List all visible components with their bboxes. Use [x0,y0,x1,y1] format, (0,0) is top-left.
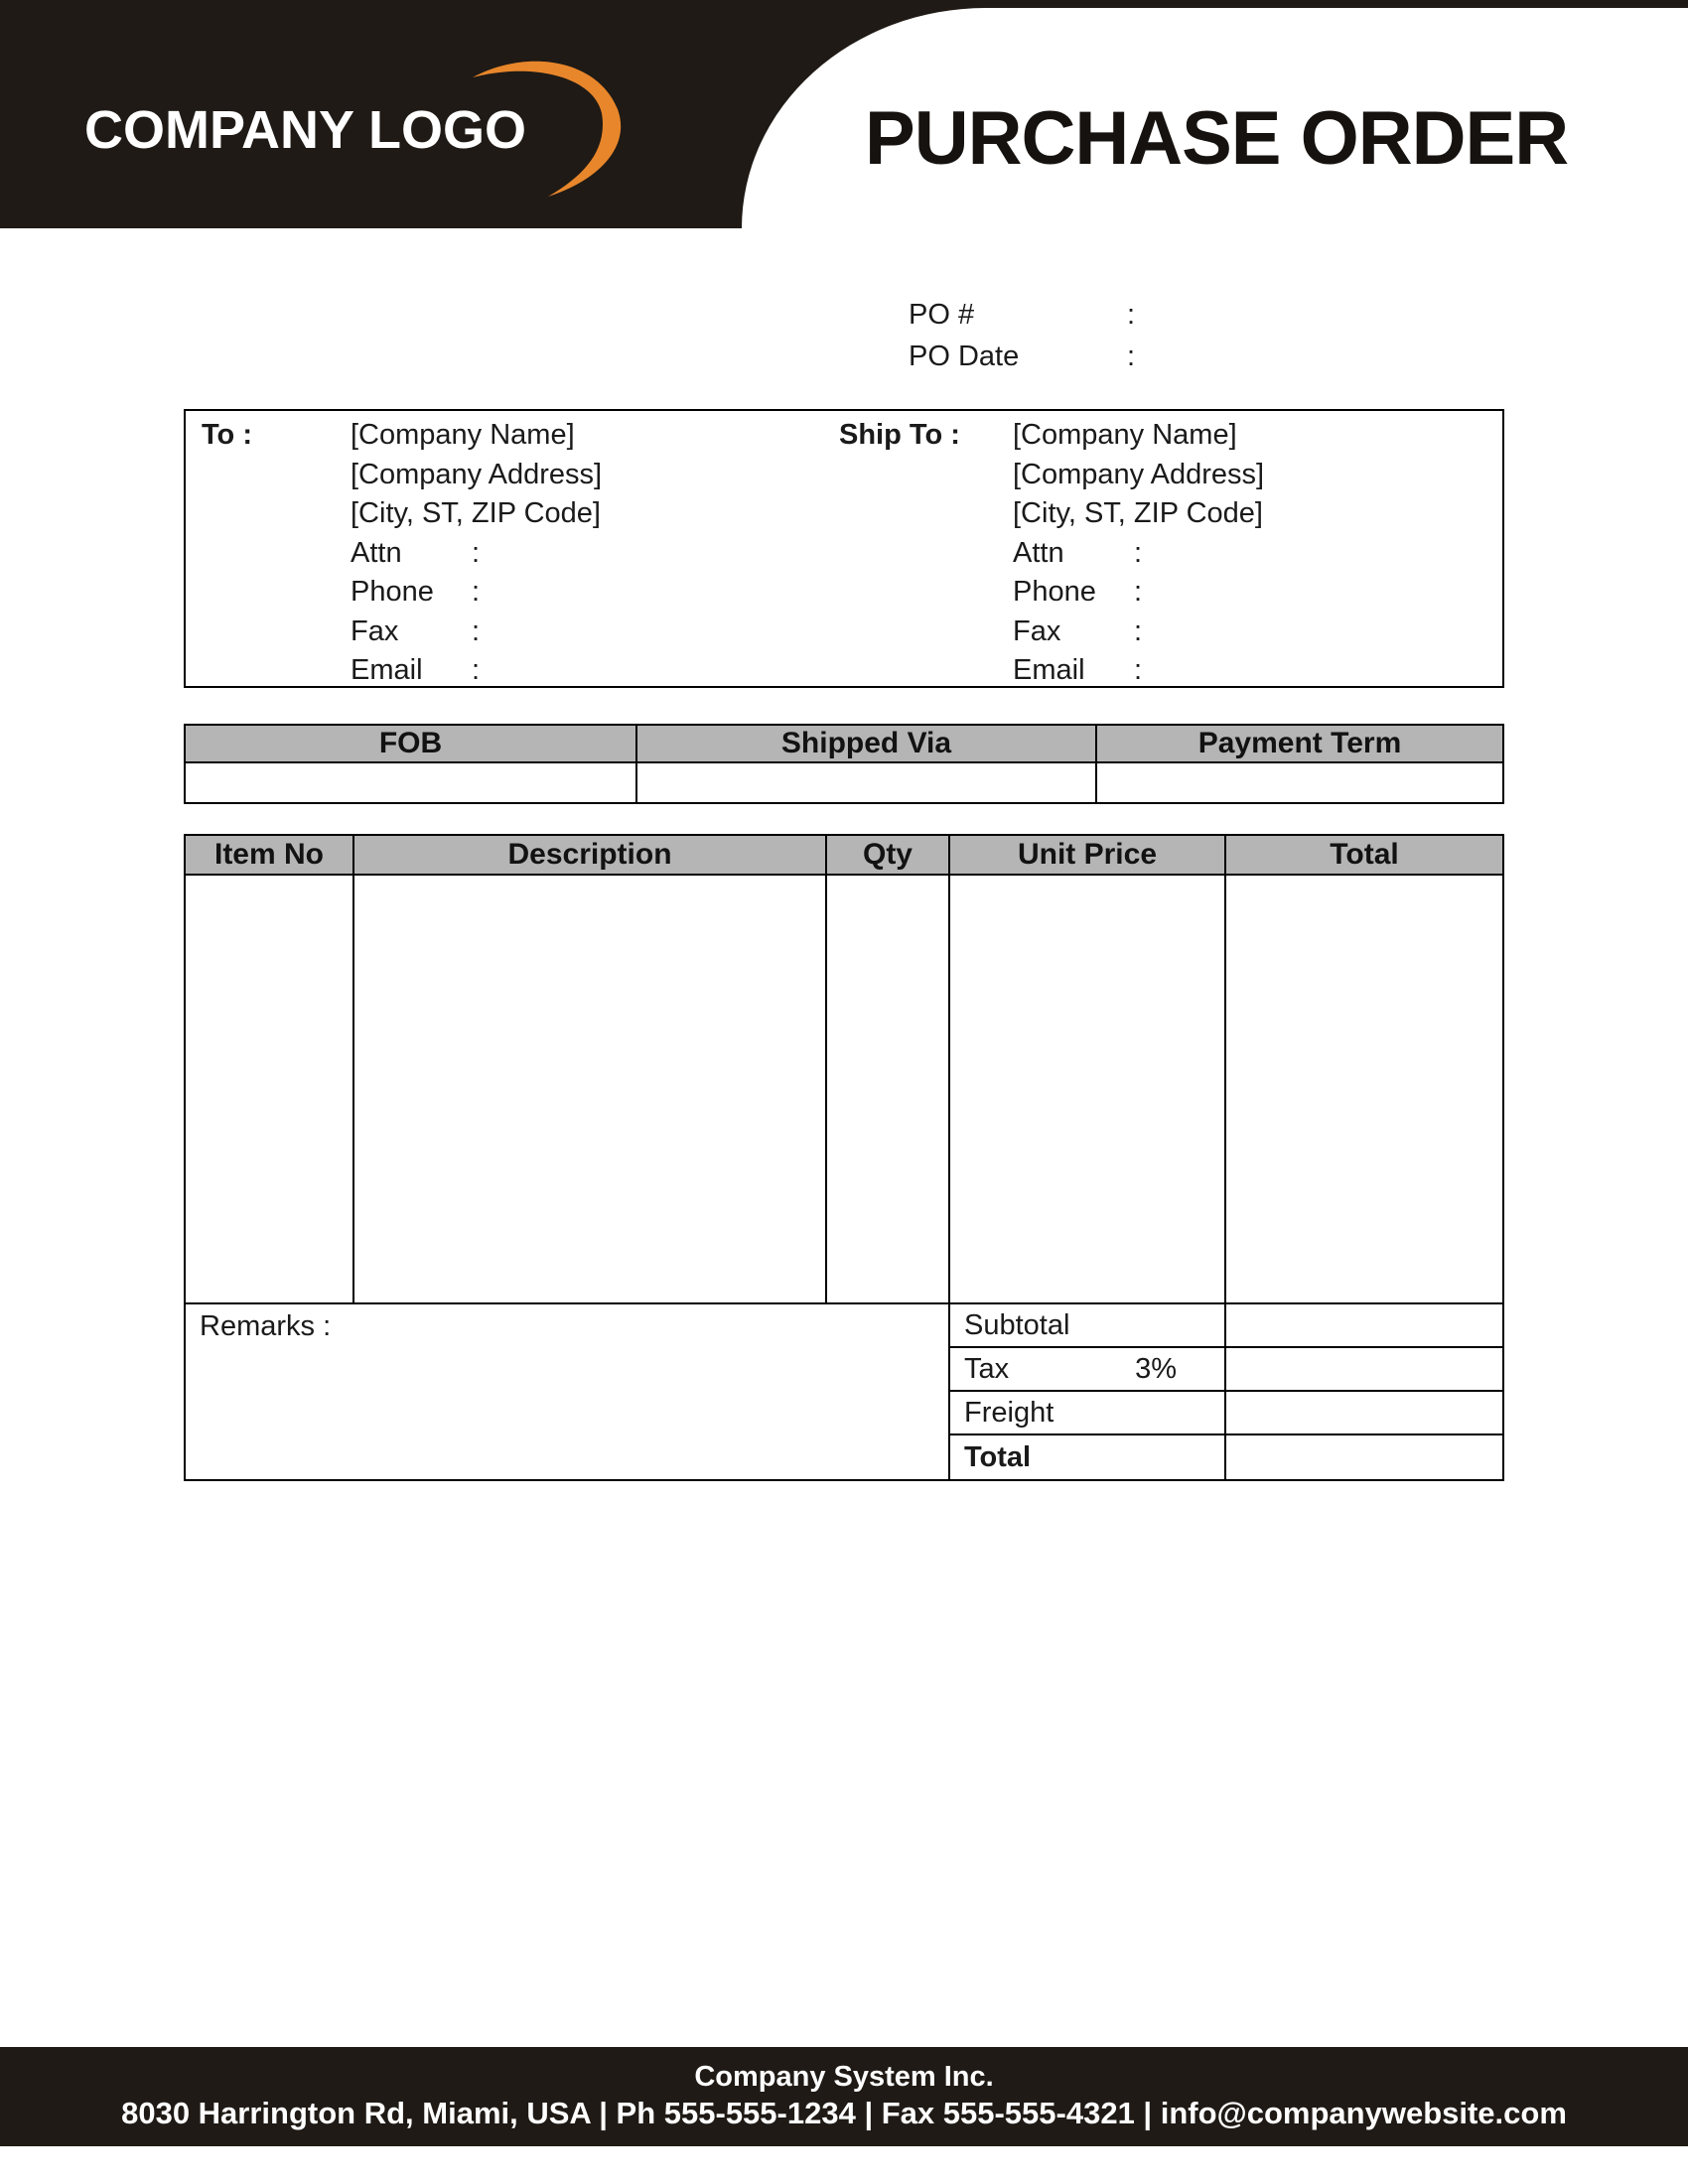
colon: : [1134,576,1143,608]
po-number-row [909,294,1351,336]
field-label: Email [351,654,423,686]
unit-price-body-cell [950,876,1226,1304]
logo-swoosh-icon [467,54,631,201]
to-city-line [351,494,615,534]
item-no-body-cell [186,876,354,1304]
total-header: Total [1226,836,1502,876]
ship-to-city-line [1013,494,1277,534]
unit-price-header: Unit Price [950,836,1226,876]
colon: : [472,576,481,608]
po-date-row [909,336,1351,377]
items-table [184,834,1504,1481]
company-logo-text: COMPANY LOGO [84,100,527,160]
to-heading: To : [202,419,252,451]
field-value [1158,613,1277,652]
field-label: Phone [1013,576,1096,608]
fob-value-cell [186,763,637,802]
field-value [495,651,615,691]
footer-company-name: Company System Inc. [694,2061,994,2093]
po-date-label: PO Date [909,341,1020,372]
po-meta [909,294,1351,377]
description-header: Description [354,836,827,876]
placeholder-text: [City, ST, ZIP Code] [1013,497,1263,529]
address-box [184,409,1504,688]
fob-header: FOB [186,726,637,763]
shipping-terms-table [184,724,1504,804]
freight-label-cell [950,1392,1226,1435]
field-value [1158,534,1277,574]
po-number-value [1153,294,1351,336]
ship-to-company-name [1013,416,1277,456]
ship-to-heading: Ship To : [839,419,960,451]
header-title-panel [742,8,1688,228]
field-value [495,613,615,652]
tax-label-cell [950,1348,1226,1392]
tax-value-cell [1226,1348,1502,1392]
to-phone-row [351,573,615,613]
field-value [495,573,615,613]
page-title: PURCHASE ORDER [865,96,1569,181]
subtotal-value-cell [1226,1304,1502,1348]
tax-label: Tax [964,1352,1010,1385]
qty-header: Qty [827,836,950,876]
placeholder-text: [Company Name] [1013,419,1237,451]
po-date-value [1153,336,1351,377]
to-email-row [351,651,615,691]
ship-to-company-address [1013,456,1277,495]
description-body-cell [354,876,827,1304]
field-label: Fax [1013,614,1061,647]
po-number-label: PO # [909,299,975,331]
field-label: Phone [351,576,434,608]
ship-to-email-row [1013,651,1277,691]
to-company-address [351,456,615,495]
footer-contact-line: 8030 Harrington Rd, Miami, USA | Ph 555-555-1234 | Fax 555-555-4321 | info@companywebsite.com [121,2096,1567,2130]
ship-to-attn-row [1013,534,1277,574]
field-label: Email [1013,654,1085,686]
grand-total-label-cell [950,1435,1226,1479]
shipped-via-value-cell [637,763,1097,802]
freight-label: Freight [964,1396,1055,1429]
remarks-cell [186,1304,950,1479]
footer-bar [0,2047,1688,2146]
payment-term-header: Payment Term [1097,726,1502,763]
placeholder-text: [City, ST, ZIP Code] [351,497,601,529]
remarks-label: Remarks : [200,1310,332,1342]
colon: : [1134,654,1143,686]
field-label: Attn [351,536,402,569]
colon: : [1127,299,1136,331]
field-value [1158,573,1277,613]
colon: : [1134,536,1143,569]
ship-to-fields [1013,416,1277,691]
qty-body-cell [827,876,950,1304]
subtotal-label-cell [950,1304,1226,1348]
field-value [495,534,615,574]
to-attn-row [351,534,615,574]
field-label: Fax [351,614,399,647]
ship-to-fax-row [1013,613,1277,652]
field-value [1158,651,1277,691]
shipped-via-header: Shipped Via [637,726,1097,763]
colon: : [472,654,481,686]
colon: : [472,536,481,569]
grand-total-value-cell [1226,1435,1502,1479]
tax-rate: 3% [1135,1352,1177,1385]
placeholder-text: [Company Address] [1013,458,1265,490]
to-fields [351,416,615,691]
field-label: Attn [1013,536,1064,569]
to-company-name [351,416,615,456]
colon: : [1127,341,1136,372]
placeholder-text: [Company Name] [351,419,575,451]
subtotal-label: Subtotal [964,1308,1070,1341]
item-no-header: Item No [186,836,354,876]
colon: : [472,614,481,647]
placeholder-text: [Company Address] [351,458,603,490]
total-body-cell [1226,876,1502,1304]
freight-value-cell [1226,1392,1502,1435]
colon: : [1134,614,1143,647]
to-fax-row [351,613,615,652]
ship-to-phone-row [1013,573,1277,613]
payment-term-value-cell [1097,763,1502,802]
grand-total-label: Total [964,1440,1032,1473]
